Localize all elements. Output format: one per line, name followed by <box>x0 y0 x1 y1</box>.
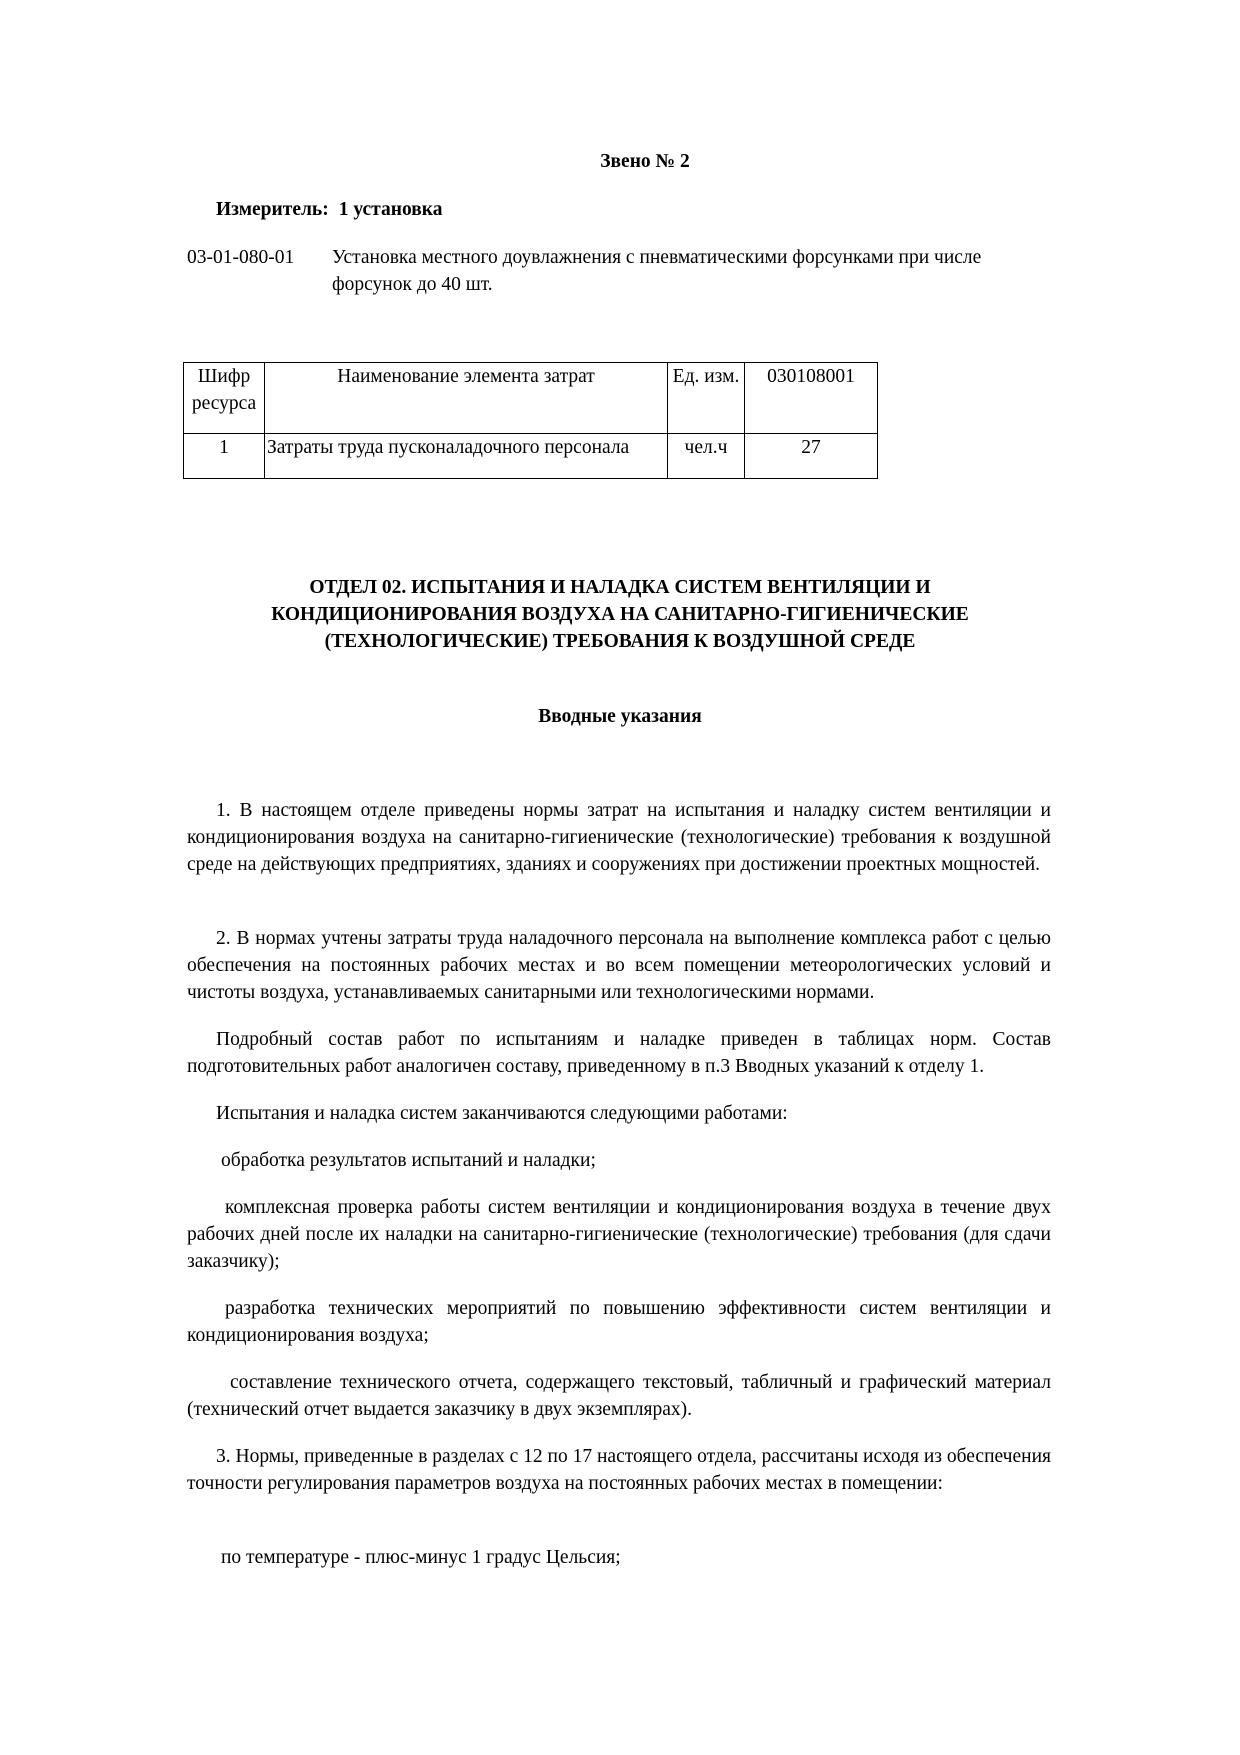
meter-value: 1 установка <box>338 199 443 220</box>
list-item: составление технического отчета, содержащего текстовый, табличный и графический материал (технический отчет выдается заказчику в двух экземплярах). <box>187 1372 1051 1420</box>
meter-label: Измеритель: <box>216 199 329 220</box>
list-item: обработка результатов испытаний и наладки; <box>221 1150 596 1171</box>
paragraph-5: 3. Нормы, приведенные в разделах с 12 по 17 настоящего отдела, рассчитаны исходя из обеспечения точности регулирования параметров воздуха на постоянных рабочих местах в помещении: <box>187 1446 1051 1494</box>
list-item: разработка технических мероприятий по повышению эффективности систем вентиляции и кондиционирования воздуха; <box>187 1298 1051 1346</box>
header-cell-norm: 030108001 <box>745 363 878 434</box>
header-cell-code: Шифр ресурса <box>184 363 265 434</box>
header-cell-unit: Ед. изм. <box>668 363 745 434</box>
list-item: комплексная проверка работы систем вентиляции и кондиционирования воздуха в течение двух рабочих дней после их наладки на санитарно-гигиенические (технологические) требования (для сдачи заказчику); <box>187 1197 1051 1272</box>
cell-code: 1 <box>184 434 265 479</box>
intro-title: Вводные указания <box>538 706 702 727</box>
table-header-row <box>184 363 878 434</box>
resource-table <box>183 362 878 479</box>
cell-value: 27 <box>745 434 878 479</box>
header-cell-name: Наименование элемента затрат <box>265 363 668 434</box>
norm-description: Установка местного доувлажнения с пневматическими форсунками при числе форсунок до 40 шт. <box>332 247 982 295</box>
paragraph-4: Испытания и наладка систем заканчиваются следующими работами: <box>216 1103 788 1124</box>
cell-name: Затраты труда пусконаладочного персонала <box>265 434 668 479</box>
paragraph-2: 2. В нормах учтены затраты труда наладочного персонала на выполнение комплекса работ с целью обеспечения на постоянных рабочих местах и во всем помещении метеорологических условий и чистоты воздуха, устанавливаемых санитарными или технологическими нормами. <box>187 928 1051 1003</box>
meter-line <box>216 196 442 223</box>
section-title: ОТДЕЛ 02. ИСПЫТАНИЯ И НАЛАДКА СИСТЕМ ВЕНТИЛЯЦИИ И КОНДИЦИОНИРОВАНИЯ ВОЗДУХА НА САНИТАРНО-ГИГИЕНИЧЕСКИЕ (ТЕХНОЛОГИЧЕСКИЕ) ТРЕБОВАНИЯ К ВОЗДУШНОЙ СРЕДЕ <box>271 577 969 652</box>
table-row <box>184 434 878 479</box>
zveno-heading: Звено № 2 <box>600 151 690 172</box>
list-item: по температуре - плюс-минус 1 градус Цельсия; <box>221 1547 621 1568</box>
paragraph-1: 1. В настоящем отделе приведены нормы затрат на испытания и наладку систем вентиляции и кондиционирования воздуха на санитарно-гигиенические (технологические) требования к воздушной среде на действующих предприятиях, зданиях и сооружениях при достижении проектных мощностей. <box>187 800 1051 875</box>
norm-code: 03-01-080-01 <box>187 247 295 268</box>
cell-unit: чел.ч <box>668 434 745 479</box>
paragraph-3: Подробный состав работ по испытаниям и наладке приведен в таблицах норм. Состав подготовительных работ аналогичен составу, приведенному в п.3 Вводных указаний к отделу 1. <box>187 1029 1051 1077</box>
